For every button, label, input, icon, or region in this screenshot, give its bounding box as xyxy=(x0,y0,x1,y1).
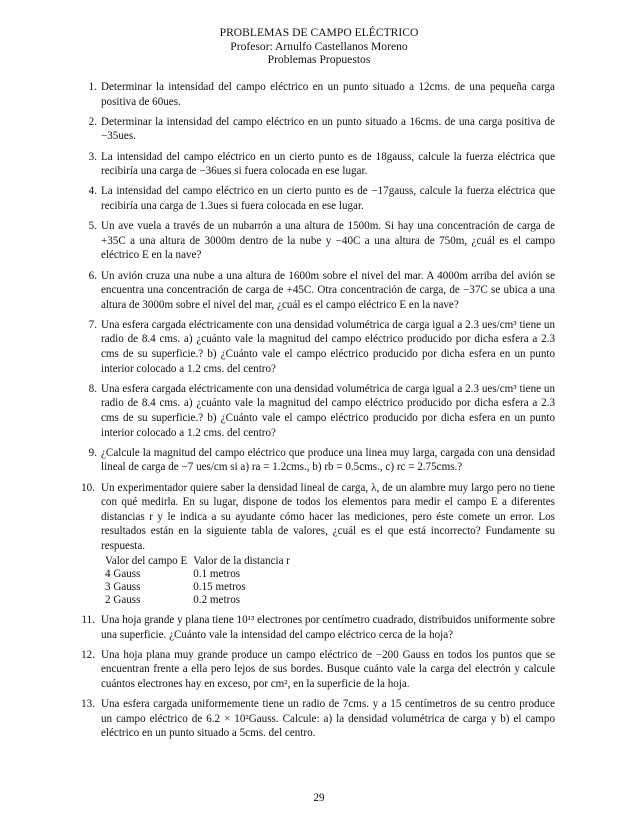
document-subtitle: Problemas Propuestos xyxy=(267,53,371,67)
table-row xyxy=(105,568,296,581)
problem-text: Una esfera cargada eléctricamente con una densidad volumétrica de carga igual a 2.3 ues/cm³ tiene un radio de 8.4 cms. a) ¿cuánto vale la magnitud del campo eléctrico producido por dicha esfera a 2.3 cms de su superficie.? b) ¿Cuánto vale el campo eléctrico producido por dicha esfera en un punto interior colocado a 1.2 cms. del centro? xyxy=(101,318,555,375)
problem-number: 7. xyxy=(88,318,97,331)
table-cell-distance: 0.2 metros xyxy=(193,594,241,607)
problem-number: 13. xyxy=(81,698,95,711)
problem-text: La intensidad del campo eléctrico en un cierto punto es de 18gauss, calcule la fuerza eléctrica que recibiría una carga de −36ues si fuera colocada en ese lugar. xyxy=(101,150,555,178)
table-cell-distance: 0.1 metros xyxy=(193,567,241,580)
problem-text: ¿Calcule la magnitud del campo eléctrico que produce una linea muy larga, cargada con una densidad lineal de carga de −7 ues/cm si a) ra = 1.2cms., b) rb = 0.5cms., c) rc = 2.75cms.? xyxy=(101,446,555,474)
problem-item xyxy=(79,697,555,741)
problem-item xyxy=(79,184,555,213)
problem-number: 12. xyxy=(81,648,95,661)
problem-number: 10. xyxy=(81,481,95,494)
table-header-distance: Valor de la distancia r xyxy=(193,554,290,567)
problem-number: 3. xyxy=(88,150,97,163)
table-cell-field: 3 Gauss xyxy=(105,580,141,593)
problem-item xyxy=(79,446,555,475)
problem-item xyxy=(79,115,555,144)
problem-item xyxy=(79,318,555,376)
professor-line: Profesor: Arnulfo Castellanos Moreno xyxy=(230,39,408,53)
problem-number: 9. xyxy=(88,446,97,459)
table-row xyxy=(105,581,296,594)
problem-item xyxy=(79,150,555,179)
table-row xyxy=(105,594,296,607)
problem-number: 2. xyxy=(88,115,97,128)
problem-item xyxy=(79,481,555,608)
problem-item xyxy=(79,648,555,692)
page-header xyxy=(0,26,638,67)
problem-number: 11. xyxy=(81,613,95,626)
problem-text: Determinar la intensidad del campo eléctrico en un punto situado a 16cms. de una carga positiva de −35ues. xyxy=(101,115,555,143)
page-number: 29 xyxy=(313,792,325,804)
problem-text: Un experimentador quiere saber la densidad lineal de carga, λ, de un alambre muy largo pero no tiene con qué medirla. En su lugar, dispone de todos los elementos para medir el campo E a diferentes distancias r y le indica a su ayudante cómo hacer las mediciones, pero éste comete un error. Los resultados están en la siguiente tabla de valores, ¿cuál es el que está incorrecto? Fundamente su respuesta. xyxy=(101,481,555,552)
problem-item xyxy=(79,613,555,642)
problem-text: Una hoja grande y plana tiene 10¹³ electrones por centímetro cuadrado, distribuidos uniformente sobre una superficie. ¿Cuánto vale la intensidad del campo eléctrico cerca de la hoja? xyxy=(101,613,555,641)
problem-number: 4. xyxy=(88,185,97,198)
problem-text: Determinar la intensidad del campo eléctrico en un punto situado a 12cms. de una pequeña carga positiva de 60ues. xyxy=(101,81,555,108)
table-header-row xyxy=(105,555,296,568)
problem-item xyxy=(79,382,555,440)
table-header-field: Valor del campo E xyxy=(105,554,188,567)
problem-text: Una esfera cargada eléctricamente con una densidad volumétrica de carga igual a 2.3 ues/cm³ tiene un radio de 8.4 cms. a) ¿cuánto vale la magnitud del campo eléctrico producido por dicha esfera a 2.3 cms de su superficie.? b) ¿Cuánto vale el campo eléctrico producido por dicha esfera en un punto interior colocado a 1.2 cms. del centro? xyxy=(101,382,555,439)
problem-text: La intensidad del campo eléctrico en un cierto punto es de −17gauss, calcule la fuerza eléctrica que recibiría una carga de 1.3ues si fuera colocada en ese lugar. xyxy=(101,185,555,212)
problem-text: Un avión cruza una nube a una altura de 1600m sobre el nivel del mar. A 4000m arriba del avión se encuentra una concentración de carga de +45C. Otra concentración de carga, de −37C se ubica a una altura de 3000m sobre el nivel del mar, ¿cuál es el campo eléctrico E en la nave? xyxy=(101,269,555,311)
problem-item xyxy=(79,219,555,263)
table-cell-field: 2 Gauss xyxy=(105,594,141,607)
problem-number: 5. xyxy=(88,220,97,233)
problem-text: Una esfera cargada uniformemente tiene un radio de 7cms. y a 15 centímetros de su centro produce un campo eléctrico de 6.2 × 10²Gauss. Calcule: a) la densidad volumétrica de carga y b) el campo eléctrico en un punto situado a 5cms. del centro. xyxy=(101,698,555,740)
problem-item xyxy=(79,80,555,109)
values-table xyxy=(105,555,296,608)
document-title: PROBLEMAS DE CAMPO ELÉCTRICO xyxy=(219,26,419,39)
problem-number: 6. xyxy=(88,269,97,282)
problem-text: Un ave vuela a través de un nubarrón a una altura de 1500m. Si hay una concentración de carga de +35C a una altura de 3000m dentro de la nube y −40C a una altura de 750m, ¿cuál es el campo eléctrico E en la nave? xyxy=(101,220,555,262)
problem-list xyxy=(79,80,555,747)
problem-text: Una hoja plana muy grande produce un campo eléctrico de −200 Gauss en todos los puntos que se encuentran frente a ella pero lejos de sus bordes. Busque cuánto vale la carga del electrón y calcule cuántos electrones hay en exceso, por cm², en la superficie de la hoja. xyxy=(101,648,555,690)
problem-number: 8. xyxy=(88,382,97,395)
problem-number: 1. xyxy=(88,81,97,93)
table-cell-field: 4 Gauss xyxy=(105,567,141,580)
table-cell-distance: 0.15 metros xyxy=(193,580,246,593)
problem-item xyxy=(79,269,555,313)
